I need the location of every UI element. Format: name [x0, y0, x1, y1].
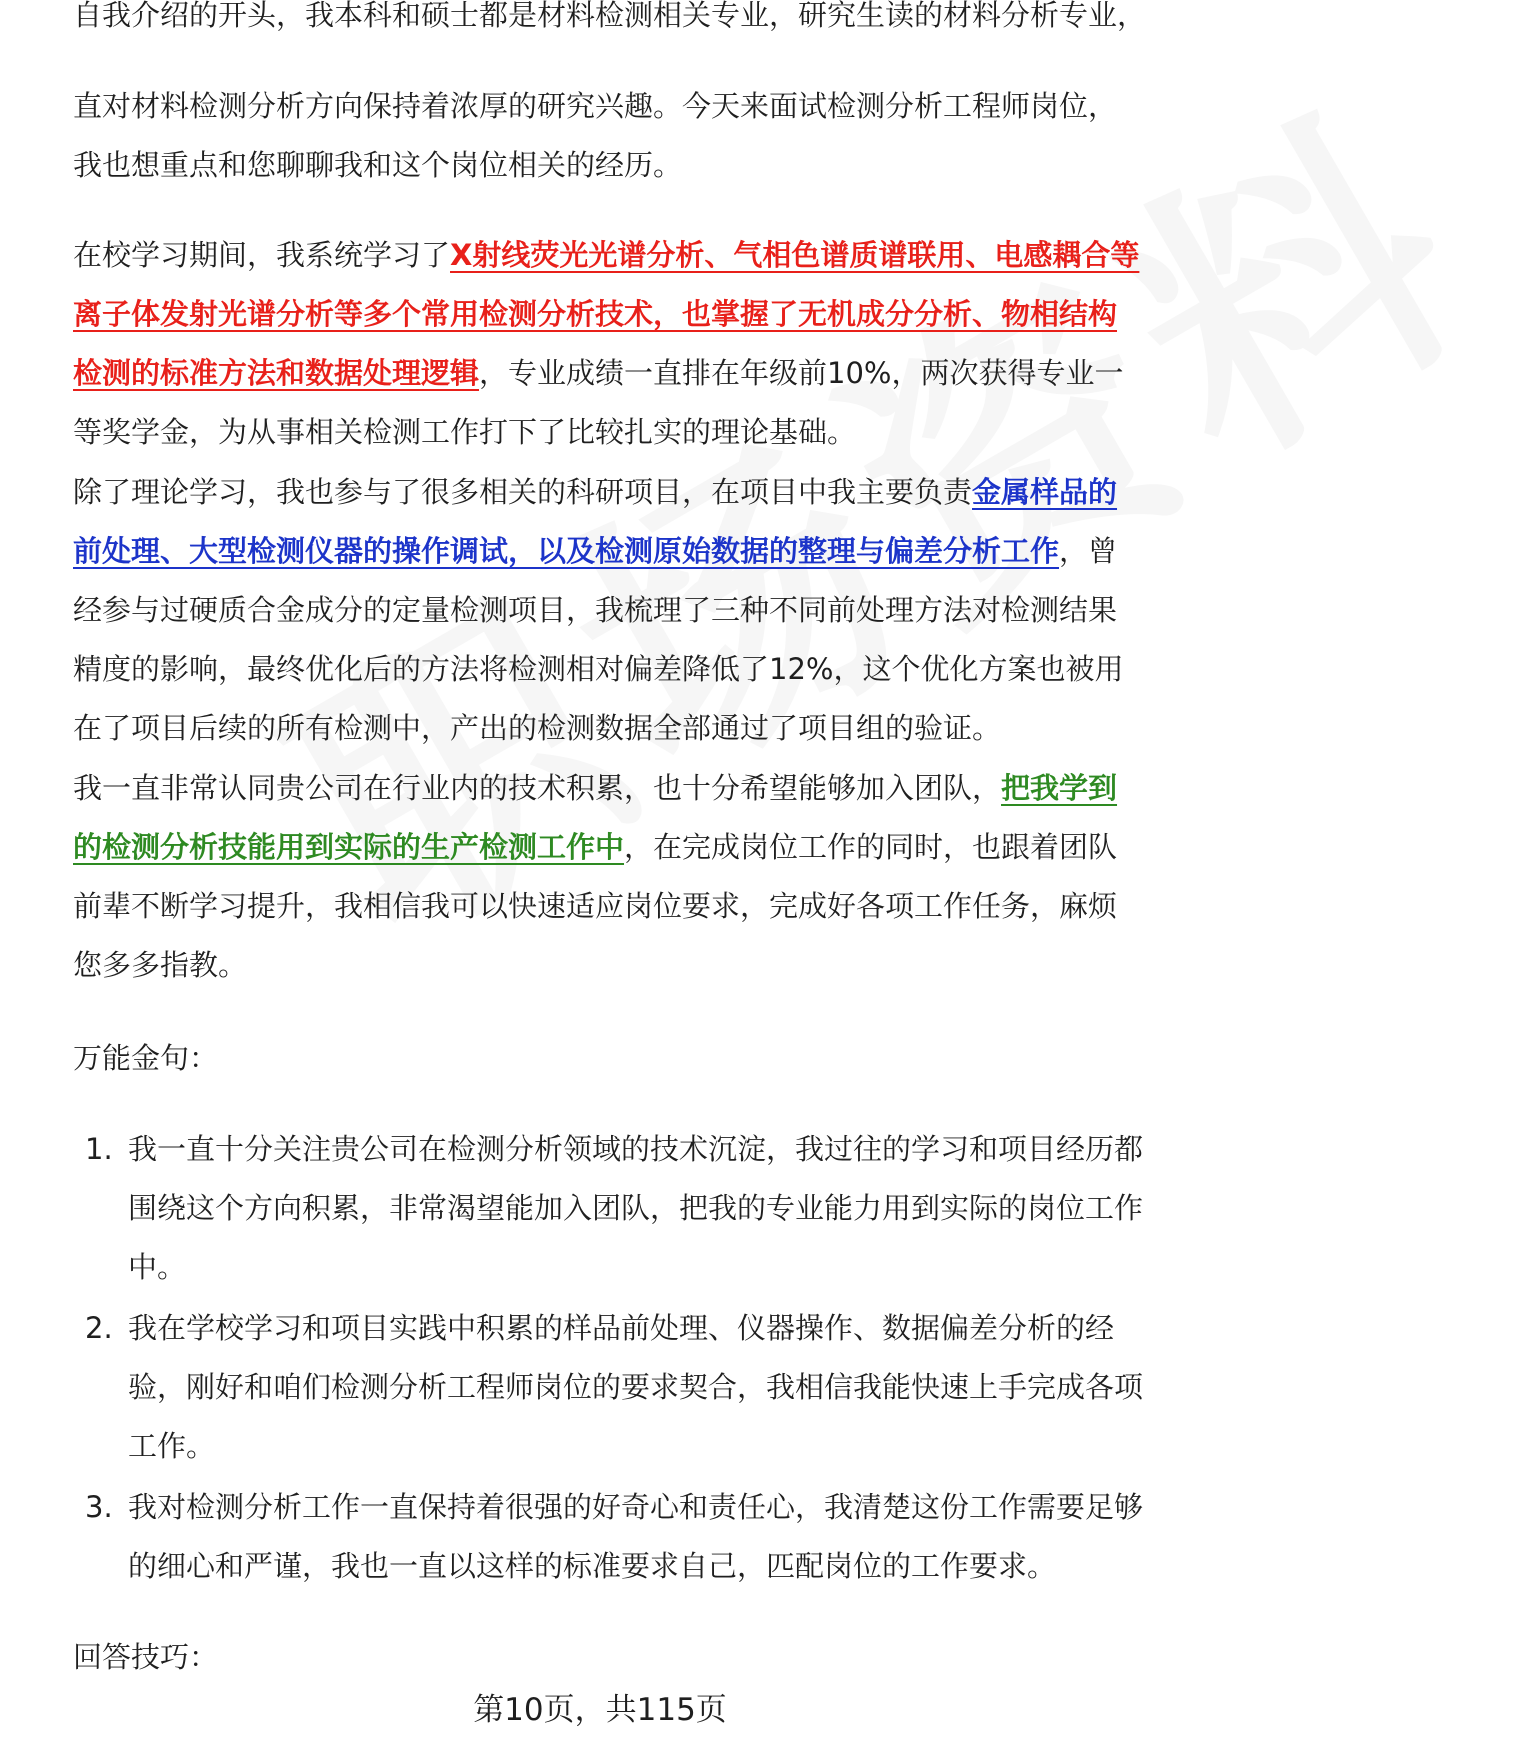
list-item — [73, 1478, 1145, 1596]
motivation-paragraph-prefix: 我一直非常认同贵公司在行业内的技术积累，也十分希望能够加入团队， — [73, 771, 1002, 805]
motivation-paragraph-suffix: ，在完成岗位工作的同时，也跟着团队前辈不断学习提升，我相信我可以快速适应岗位要求，完成好各项工作任务，麻烦您多多指教。 — [73, 830, 1118, 982]
intro-line-1: 直对材料检测分析方向保持着浓厚的研究兴趣。今天来面试检测分析工程师岗位， — [73, 89, 1118, 123]
study-paragraph-prefix: 在校学习期间，我系统学习了 — [73, 238, 451, 272]
list-item-text: 我对检测分析工作一直保持着很强的好奇心和责任心，我清楚这份工作需要足够的细心和严谨，我也一直以这样的标准要求自己，匹配岗位的工作要求。 — [128, 1490, 1144, 1583]
list-item-number: 1. — [85, 1132, 113, 1166]
list-item-number: 2. — [85, 1311, 113, 1345]
study-highlight-red: X射线荧光光谱分析、气相色谱质谱联用、电感耦合等离子体发射光谱分析等多个常用检测分析技术，也掌握了无机成分分析、物相结构检测的标准方法和数据处理逻辑 — [73, 238, 1140, 390]
answer-tips-heading: 回答技巧： — [73, 1640, 219, 1674]
research-paragraph-suffix: ，曾经参与过硬质合金成分的定量检测项目，我梳理了三种不同前处理方法对检测结果精度的影响，最终优化后的方法将检测相对偏差降低了12%，这个优化方案也被用在了项目后续的所有检测中，产出的检测数据全部通过了项目组的验证。 — [73, 534, 1124, 745]
golden-sentences-list — [73, 1120, 1145, 1598]
list-item-number: 3. — [85, 1490, 113, 1524]
motivation-highlight-green: 把我学到的检测分析技能用到实际的生产检测工作中 — [73, 771, 1118, 864]
research-paragraph — [73, 463, 1145, 758]
research-highlight-blue: 金属样品的前处理、大型检测仪器的操作调试，以及检测原始数据的整理与偏差分析工作 — [73, 475, 1118, 568]
list-item-text: 我在学校学习和项目实践中积累的样品前处理、仪器操作、数据偏差分析的经验，刚好和咱们检测分析工程师岗位的要求契合，我相信我能快速上手完成各项工作。 — [128, 1311, 1144, 1463]
research-paragraph-prefix: 除了理论学习，我也参与了很多相关的科研项目，在项目中我主要负责 — [73, 475, 973, 509]
motivation-paragraph — [73, 759, 1145, 995]
page-number-footer: 第10页，共115页 — [473, 1692, 727, 1728]
intro-line-2: 我也想重点和您聊聊我和这个岗位相关的经历。 — [73, 148, 683, 182]
cut-off-top-line — [73, 0, 1147, 58]
list-item — [73, 1120, 1145, 1297]
cut-off-top-line-text: 自我介绍的开头，我本科和硕士都是材料检测相关专业，研究生读的材料分析专业， — [73, 0, 1147, 32]
intro-paragraph — [73, 77, 1145, 195]
list-item — [73, 1299, 1145, 1476]
list-item-text: 我一直十分关注贵公司在检测分析领域的技术沉淀，我过往的学习和项目经历都围绕这个方向积累，非常渴望能加入团队，把我的专业能力用到实际的岗位工作中。 — [128, 1132, 1144, 1284]
golden-sentences-heading: 万能金句： — [73, 1041, 219, 1075]
study-paragraph — [73, 226, 1145, 462]
study-paragraph-suffix: ，专业成绩一直排在年级前10%，两次获得专业一等奖学金，为从事相关检测工作打下了比较扎实的理论基础。 — [73, 356, 1124, 449]
